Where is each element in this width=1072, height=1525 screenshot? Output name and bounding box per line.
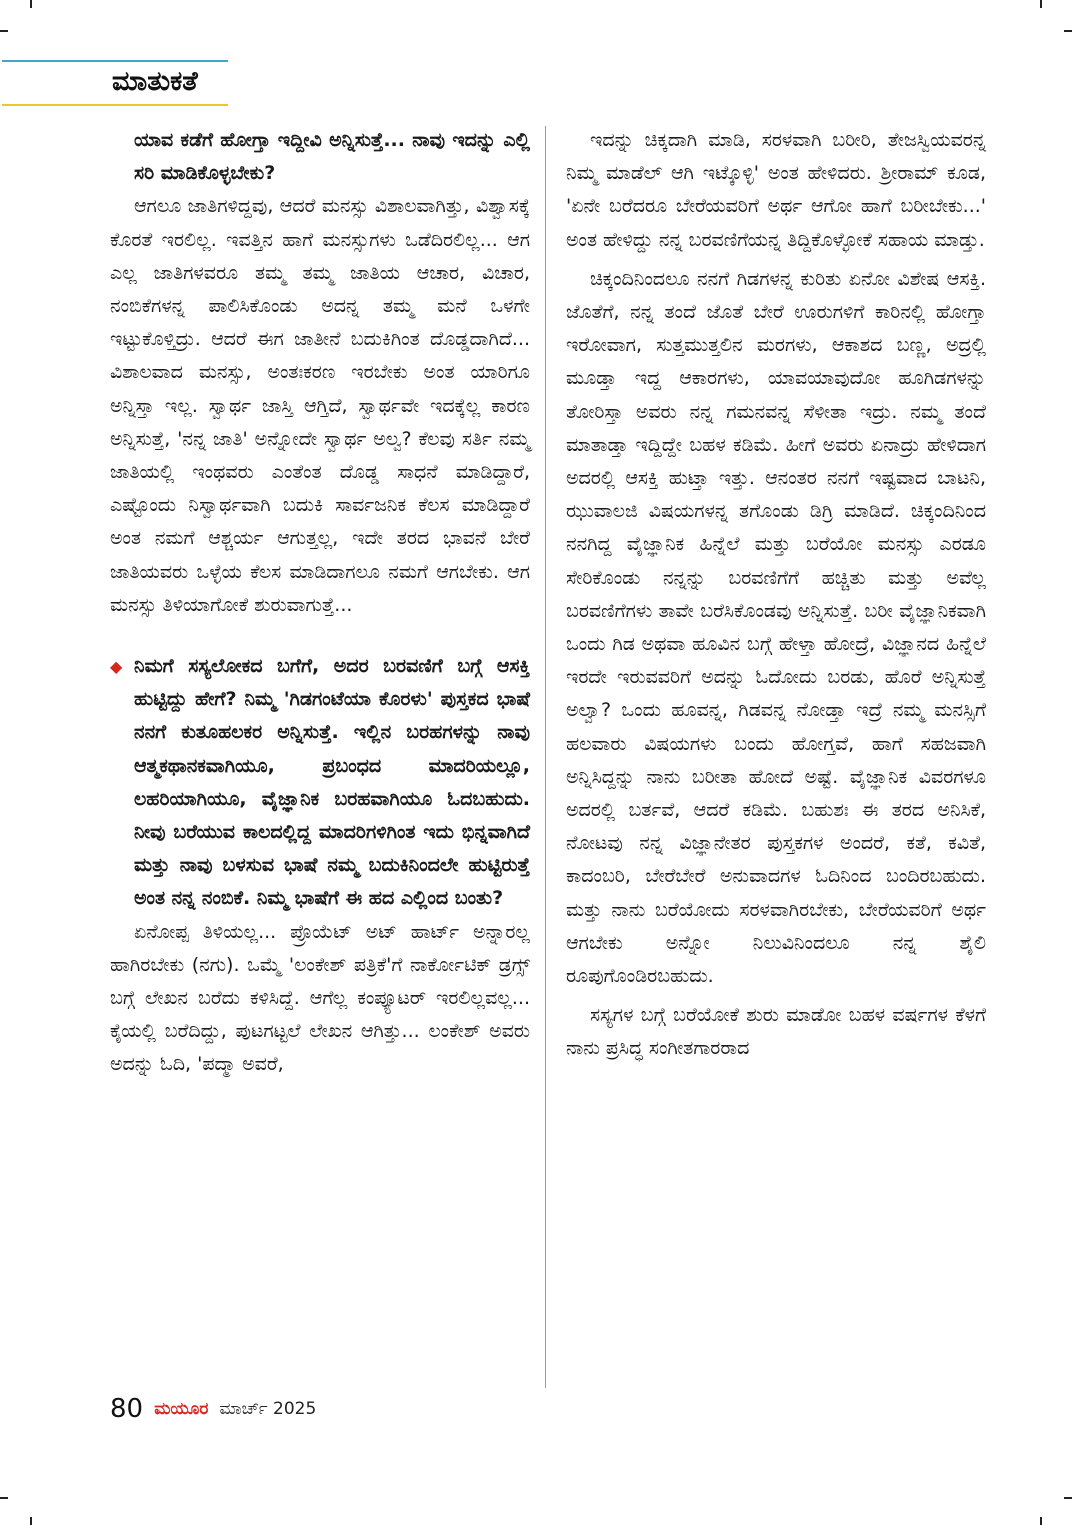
diamond-bullet-icon: ◆ (110, 657, 123, 677)
crop-mark (1064, 1497, 1072, 1499)
interview-answer: ಏನೋಪ್ಪ ತಿಳಿಯಲ್ಲ... ಪ್ರೊಯೆಟ್ ಅಟ್ ಹಾರ್ಟ್ ಅನ್ನಾರಲ್ಲ ಹಾಗಿರಬೇಕು (ನಗು). ಒಮ್ಮೆ 'ಲಂಕೇಶ್ ಪತ್ರಿಕೆ'ಗೆ ನಾರ್ಕೋಟಿಕ್ ಡ್ರಗ್ಸ್ ಬಗ್ಗೆ ಲೇಖನ ಬರೆದು ಕಳಿಸಿದ್ದೆ. ಆಗೆಲ್ಲ ಕಂಪ್ಯೂಟರ್ ಇರಲಿಲ್ಲವಲ್ಲ... ಕೈಯಲ್ಲಿ ಬರೆದಿದ್ದು, ಪುಟಗಟ್ಟಲೆ ಲೇಖನ ಆಗಿತ್ತು... ಲಂಕೇಶ್ ಅವರು ಅದನ್ನು ಓದಿ, 'ಪದ್ಮಾ ಅವರೆ, (110, 920, 530, 1076)
issue-date: ಮಾರ್ಚ್ 2025 (219, 1399, 317, 1419)
magazine-logo: ಮಯೂರ (154, 1399, 209, 1419)
answer-paragraph: ಸಸ್ಯಗಳ ಬಗ್ಗೆ ಬರೆಯೋಕೆ ಶುರು ಮಾಡೋ ಬಹಳ ವರ್ಷಗಳ ಕೆಳಗೆ ನಾನು ಪ್ರಸಿದ್ಧ ಸಂಗೀತಗಾರರಾದ (566, 1004, 986, 1060)
question-text: ನಿಮಗೆ ಸಸ್ಯಲೋಕದ ಬಗೆಗೆ, ಅದರ ಬರವಣಿಗೆ ಬಗ್ಗೆ ಆಸಕ್ತಿ ಹುಟ್ಟಿದ್ದು ಹೇಗೆ? ನಿಮ್ಮ 'ಗಿಡಗಂಟೆಯಾ ಕೊರಳು' ಪುಸ್ತಕದ ಭಾಷೆ ನನಗೆ ಕುತೂಹಲಕರ ಅನ್ನಿಸುತ್ತೆ. ಇಲ್ಲಿನ ಬರಹಗಳನ್ನು ನಾವು ಆತ್ಮಕಥಾನಕವಾಗಿಯೂ, ಪ್ರಬಂಧದ ಮಾದರಿಯಲ್ಲೂ, ಲಹರಿಯಾಗಿಯೂ, ವೈಜ್ಞಾನಿಕ ಬರಹವಾಗಿಯೂ ಓದಬಹುದು. ನೀವು ಬರೆಯುವ ಕಾಲದಲ್ಲಿದ್ದ ಮಾದರಿಗಳಿಗಿಂತ ಇದು ಭಿನ್ನವಾಗಿದೆ ಮತ್ತು ನಾವು ಬಳಸುವ ಭಾಷೆ ನಮ್ಮ ಬದುಕಿನಿಂದಲೇ ಹುಟ್ಟಿರುತ್ತೆ ಅಂತ ನನ್ನ ನಂಬಿಕೆ. ನಿಮ್ಮ ಭಾಷೆಗೆ ಈ ಹದ ಎಲ್ಲಿಂದ ಬಂತು? (134, 655, 530, 910)
answer-paragraph: ಚಿಕ್ಕಂದಿನಿಂದಲೂ ನನಗೆ ಗಿಡಗಳನ್ನ ಕುರಿತು ಏನೋ ವಿಶೇಷ ಆಸಕ್ತಿ. ಜೊತೆಗೆ, ನನ್ನ ತಂದೆ ಜೊತೆ ಬೇರೆ ಊರುಗಳಿಗೆ ಕಾರಿನಲ್ಲಿ ಹೋಗ್ತಾ ಇರೋವಾಗ, ಸುತ್ತಮುತ್ತಲಿನ ಮರಗಳು, ಆಕಾಶದ ಬಣ್ಣ, ಅದ್ರಲ್ಲಿ ಮೂಡ್ತಾ ಇದ್ದ ಆಕಾರಗಳು, ಯಾವಯಾವುದೋ ಹೂಗಿಡಗಳನ್ನು ತೋರಿಸ್ತಾ ಅವರು ನನ್ನ ಗಮನವನ್ನ ಸೆಳೀತಾ ಇದ್ರು. ನಮ್ಮ ತಂದೆ ಮಾತಾಡ್ತಾ ಇದ್ದಿದ್ದೇ ಬಹಳ ಕಡಿಮೆ. ಹೀಗೆ ಅವರು ಏನಾದ್ರು ಹೇಳಿದಾಗ ಅದರಲ್ಲಿ ಆಸಕ್ತಿ ಹುಟ್ತಾ ಇತ್ತು. ಆನಂತರ ನನಗೆ ಇಷ್ಟವಾದ ಬಾಟನಿ, ಝುವಾಲಜಿ ವಿಷಯಗಳನ್ನ ತಗೊಂಡು ಡಿಗ್ರಿ ಮಾಡಿದೆ. ಚಿಕ್ಕಂದಿನಿಂದ ನನಗಿದ್ದ ವೈಜ್ಞಾನಿಕ ಹಿನ್ನೆಲೆ ಮತ್ತು ಬರೆಯೋ ಮನಸ್ಸು ಎರಡೂ ಸೇರಿಕೊಂಡು ನನ್ನನ್ನು ಬರವಣಿಗೆಗೆ ಹಚ್ಚಿತು ಮತ್ತು ಅವೆಲ್ಲ ಬರವಣಿಗೆಗಳು ತಾವೇ ಬರೆಸಿಕೊಂಡವು ಅನ್ನಿಸುತ್ತೆ. ಬರೀ ವೈಜ್ಞಾನಿಕವಾಗಿ ಒಂದು ಗಿಡ ಅಥವಾ ಹೂವಿನ ಬಗ್ಗೆ ಹೇಳ್ತಾ ಹೋದ್ರೆ, ವಿಜ್ಞಾನದ ಹಿನ್ನೆಲೆ ಇರದೇ ಇರುವವರಿಗೆ ಅದನ್ನು ಓದೋದು ಬರಡು, ಹೊರೆ ಅನ್ನಿಸುತ್ತೆ ಅಲ್ವಾ? ಒಂದು ಹೂವನ್ನ, ಗಿಡವನ್ನ ನೋಡ್ತಾ ಇದ್ರೆ ನಮ್ಮ ಮನಸ್ಸಿಗೆ ಹಲವಾರು ವಿಷಯಗಳು ಬಂದು ಹೋಗ್ತವೆ, ಹಾಗೆ ಸಹಜವಾಗಿ ಅನ್ನಿಸಿದ್ದನ್ನು ನಾನು ಬರೀತಾ ಹೋದೆ ಅಷ್ಟೆ. ವೈಜ್ಞಾನಿಕ ವಿವರಗಳೂ ಅದರಲ್ಲಿ ಬರ್ತವೆ, ಆದರೆ ಕಡಿಮೆ. ಬಹುಶಃ ಈ ತರದ ಅನಿಸಿಕೆ, ನೋಟವು ನನ್ನ ವಿಜ್ಞಾನೇತರ ಪುಸ್ತಕಗಳ ಅಂದರೆ, ಕತೆ, ಕವಿತೆ, ಕಾದಂಬರಿ, ಬೇರೆಬೇರೆ ಅನುವಾದಗಳ ಓದಿನಿಂದ ಬಂದಿರಬಹುದು. ಮತ್ತು ನಾನು ಬರೆಯೋದು ಸರಳವಾಗಿರಬೇಕು, ಬೇರೆಯವರಿಗೆ ಅರ್ಥ ಆಗಬೇಕು ಅನ್ನೋ ನಿಲುವಿನಿಂದಲೂ ನನ್ನ ಶೈಲಿ ರೂಪುಗೊಂಡಿರಬಹುದು. (566, 267, 986, 988)
right-column (566, 124, 986, 1066)
crop-mark (30, 1517, 32, 1525)
crop-mark (0, 1497, 8, 1499)
interview-question: ಯಾವ ಕಡೆಗೆ ಹೋಗ್ತಾ ಇದ್ದೀವಿ ಅನ್ನಿಸುತ್ತೆ... ನಾವು ಇದನ್ನು ಎಲ್ಲಿ ಸರಿ ಮಾಡಿಕೊಳ್ಳಬೇಕು? (134, 129, 530, 185)
page-number: 80 (110, 1394, 144, 1424)
crop-mark (0, 30, 8, 32)
left-column (110, 124, 530, 1082)
section-title: ಮಾತುಕತೆ (112, 66, 198, 97)
section-rule-top (2, 60, 228, 62)
section-rule-bottom (2, 104, 228, 106)
answer-paragraph: ಇದನ್ನು ಚಿಕ್ಕದಾಗಿ ಮಾಡಿ, ಸರಳವಾಗಿ ಬರೀರಿ, ತೇಜಸ್ವಿಯವರನ್ನ ನಿಮ್ಮ ಮಾಡೆಲ್ ಆಗಿ ಇಟ್ಕೊಳ್ಳಿ' ಅಂತ ಹೇಳಿದರು. ಶ್ರೀರಾಮ್ ಕೂಡ, 'ಏನೇ ಬರೆದರೂ ಬೇರೆಯವರಿಗೆ ಅರ್ಥ ಆಗೋ ಹಾಗೆ ಬರೀಬೇಕು...' ಅಂತ ಹೇಳಿದ್ದು ನನ್ನ ಬರವಣಿಗೆಯನ್ನ ತಿದ್ದಿಕೊಳ್ಳೋಕೆ ಸಹಾಯ ಮಾಡ್ತು. (566, 129, 986, 251)
crop-mark (1064, 30, 1072, 32)
interview-answer: ಆಗಲೂ ಜಾತಿಗಳಿದ್ದವು, ಆದರೆ ಮನಸ್ಸು ವಿಶಾಲವಾಗಿತ್ತು, ವಿಶ್ವಾಸಕ್ಕೆ ಕೊರತೆ ಇರಲಿಲ್ಲ. ಇವತ್ತಿನ ಹಾಗೆ ಮನಸ್ಸುಗಳು ಒಡೆದಿರಲಿಲ್ಲ... ಆಗ ಎಲ್ಲ ಜಾತಿಗಳವರೂ ತಮ್ಮ ತಮ್ಮ ಜಾತಿಯ ಆಚಾರ, ವಿಚಾರ, ನಂಬಿಕೆಗಳನ್ನ ಪಾಲಿಸಿಕೊಂಡು ಅದನ್ನ ತಮ್ಮ ಮನೆ ಒಳಗೇ ಇಟ್ಟುಕೊಳ್ತಿದ್ರು. ಆದರೆ ಈಗ ಜಾತೀನೆ ಬದುಕಿಗಿಂತ ದೊಡ್ಡದಾಗಿದೆ... ವಿಶಾಲವಾದ ಮನಸ್ಸು, ಅಂತಃಕರಣ ಇರಬೇಕು ಅಂತ ಯಾರಿಗೂ ಅನ್ನಿಸ್ತಾ ಇಲ್ಲ. ಸ್ವಾರ್ಥ ಜಾಸ್ತಿ ಆಗ್ತಿದೆ, ಸ್ವಾರ್ಥವೇ ಇದಕ್ಕೆಲ್ಲ ಕಾರಣ ಅನ್ನಿಸುತ್ತೆ, 'ನನ್ನ ಜಾತಿ' ಅನ್ನೋದೇ ಸ್ವಾರ್ಥ ಅಲ್ವ? ಕೆಲವು ಸರ್ತಿ ನಮ್ಮ ಜಾತಿಯಲ್ಲಿ ಇಂಥವರು ಎಂತೆಂತ ದೊಡ್ಡ ಸಾಧನೆ ಮಾಡಿದ್ದಾರೆ, ಎಷ್ಟೊಂದು ನಿಸ್ವಾರ್ಥವಾಗಿ ಬದುಕಿ ಸಾರ್ವಜನಿಕ ಕೆಲಸ ಮಾಡಿದ್ದಾರೆ ಅಂತ ನಮಗೆ ಆಶ್ಚರ್ಯ ಆಗುತ್ತಲ್ಲ, ಇದೇ ತರದ ಭಾವನೆ ಬೇರೆ ಜಾತಿಯವರು ಒಳ್ಳೆಯ ಕೆಲಸ ಮಾಡಿದಾಗಲೂ ನಮಗೆ ಆಗಬೇಕು. ಆಗ ಮನಸ್ಸು ತಿಳಿಯಾಗೋಕೆ ಶುರುವಾಗುತ್ತೆ... (110, 195, 530, 616)
page-footer (110, 1394, 316, 1424)
crop-mark (30, 0, 32, 8)
column-divider (545, 126, 546, 1388)
interview-question (110, 650, 530, 916)
crop-mark (1040, 1517, 1042, 1525)
crop-mark (1040, 0, 1042, 8)
